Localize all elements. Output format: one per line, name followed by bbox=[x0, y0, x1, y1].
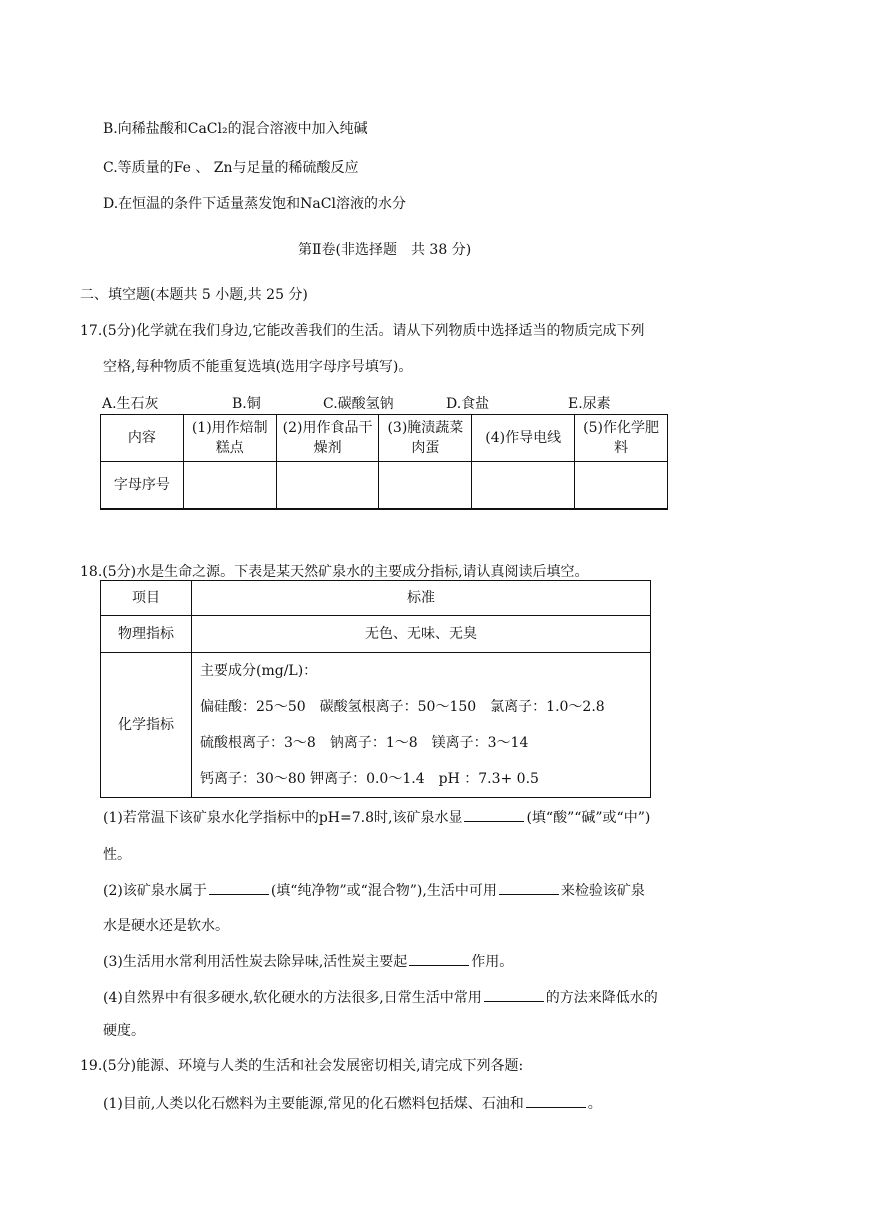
q18-table bbox=[100, 580, 651, 798]
table-header-cell: (4)作导电线 bbox=[472, 415, 575, 462]
q17-line2: 空格,每种物质不能重复选填(选用字母序号填写)。 bbox=[103, 359, 413, 375]
q19-sub1 bbox=[103, 1093, 602, 1113]
table-header-cell: (3)腌渍蔬菜肉蛋 bbox=[379, 415, 472, 462]
q18-sub2 bbox=[103, 880, 645, 900]
physical-label: 物理指标 bbox=[101, 616, 192, 653]
q18-s2-tail: 来检验该矿泉 bbox=[560, 883, 645, 899]
q18-s4-tail: 的方法来降低水的 bbox=[545, 990, 658, 1006]
option-d: D.在恒温的条件下适量蒸发饱和NaCl溶液的水分 bbox=[103, 196, 406, 212]
option-c: C.等质量的Fe 、 Zn与足量的稀硫酸反应 bbox=[103, 160, 359, 176]
q18-sub3 bbox=[103, 951, 513, 971]
q18-s3-tail: 作用。 bbox=[471, 954, 514, 970]
choice-b: B.铜 bbox=[232, 396, 261, 412]
col-header-standard: 标准 bbox=[192, 581, 651, 616]
table-header-cell: 内容 bbox=[101, 415, 184, 462]
q19-s1-end: 。 bbox=[587, 1096, 602, 1112]
chemical-line: 主要成分(mg/L)： bbox=[200, 663, 318, 679]
choice-e: E.尿素 bbox=[568, 396, 611, 412]
chemical-line: 钙离子：30～80 钾离子：0.0～1.4 pH ：7.3+ 0.5 bbox=[200, 771, 539, 787]
q18-s1-text: (1)若常温下该矿泉水化学指标中的pH=7.8时,该矿泉水显 bbox=[103, 810, 463, 826]
q17-line1: 17.(5分)化学就在我们身边,它能改善我们的生活。请从下列物质中选择适当的物质完成下列 bbox=[80, 323, 645, 339]
answer-blank[interactable] bbox=[484, 987, 544, 1002]
q18-sub4 bbox=[103, 987, 658, 1007]
q18-sub4-end: 硬度。 bbox=[103, 1023, 145, 1039]
q18-s3-text: (3)生活用水常利用活性炭去除异味,活性炭主要起 bbox=[103, 954, 408, 970]
answer-blank[interactable] bbox=[409, 951, 469, 966]
q17-table bbox=[100, 414, 668, 510]
table-header-cell: (5)作化学肥料 bbox=[575, 415, 668, 462]
row-label: 字母序号 bbox=[101, 462, 184, 510]
answer-cell-3[interactable] bbox=[379, 462, 472, 510]
choice-d: D.食盐 bbox=[446, 396, 490, 412]
q18-s4-text: (4)自然界中有很多硬水,软化硬水的方法很多,日常生活中常用 bbox=[103, 990, 482, 1006]
choice-c: C.碳酸氢钠 bbox=[323, 396, 394, 412]
q19-s1-text: (1)目前,人类以化石燃料为主要能源,常见的化石燃料包括煤、石油和 bbox=[103, 1096, 524, 1112]
chemical-line: 硫酸根离子：3～8 钠离子：1～8 镁离子：3～14 bbox=[200, 735, 529, 751]
answer-cell-4[interactable] bbox=[472, 462, 575, 510]
part2-heading: 二、填空题(本题共 5 小题,共 25 分) bbox=[80, 287, 308, 303]
q18-s2-text: (2)该矿泉水属于 bbox=[103, 883, 207, 899]
choice-a: A.生石灰 bbox=[102, 396, 159, 412]
table-header-cell: (2)用作食品干燥剂 bbox=[276, 415, 379, 462]
option-b: B.向稀盐酸和CaCl₂的混合溶液中加入纯碱 bbox=[103, 121, 368, 137]
answer-blank[interactable] bbox=[526, 1093, 586, 1108]
q18-sub1-end: 性。 bbox=[103, 847, 131, 863]
q18-s1-hint: (填“酸”“碱”或“中”) bbox=[526, 810, 651, 826]
q17-choices bbox=[102, 395, 662, 413]
answer-blank[interactable] bbox=[464, 807, 524, 822]
q18-intro: 18.(5分)水是生命之源。下表是某天然矿泉水的主要成分指标,请认真阅读后填空。 bbox=[80, 564, 589, 580]
physical-value: 无色、无味、无臭 bbox=[192, 616, 651, 653]
answer-cell-2[interactable] bbox=[276, 462, 379, 510]
q18-s2-hint: (填“纯净物”或“混合物”),生活中可用 bbox=[270, 883, 497, 899]
q18-sub2-end: 水是硬水还是软水。 bbox=[103, 918, 229, 934]
answer-blank[interactable] bbox=[499, 880, 559, 895]
q19-intro: 19.(5分)能源、环境与人类的生活和社会发展密切相关,请完成下列各题: bbox=[80, 1058, 524, 1074]
chemical-values bbox=[192, 653, 651, 798]
chemical-line: 偏硅酸：25～50 碳酸氢根离子：50～150 氯离子：1.0～2.8 bbox=[200, 699, 605, 715]
answer-cell-1[interactable] bbox=[183, 462, 276, 510]
col-header-item: 项目 bbox=[101, 581, 192, 616]
table-header-cell: (1)用作焙制糕点 bbox=[183, 415, 276, 462]
q18-sub1 bbox=[103, 807, 650, 827]
answer-blank[interactable] bbox=[209, 880, 269, 895]
section-title: 第Ⅱ卷(非选择题 共 38 分) bbox=[298, 242, 472, 258]
answer-cell-5[interactable] bbox=[575, 462, 668, 510]
chemical-label: 化学指标 bbox=[101, 653, 192, 798]
